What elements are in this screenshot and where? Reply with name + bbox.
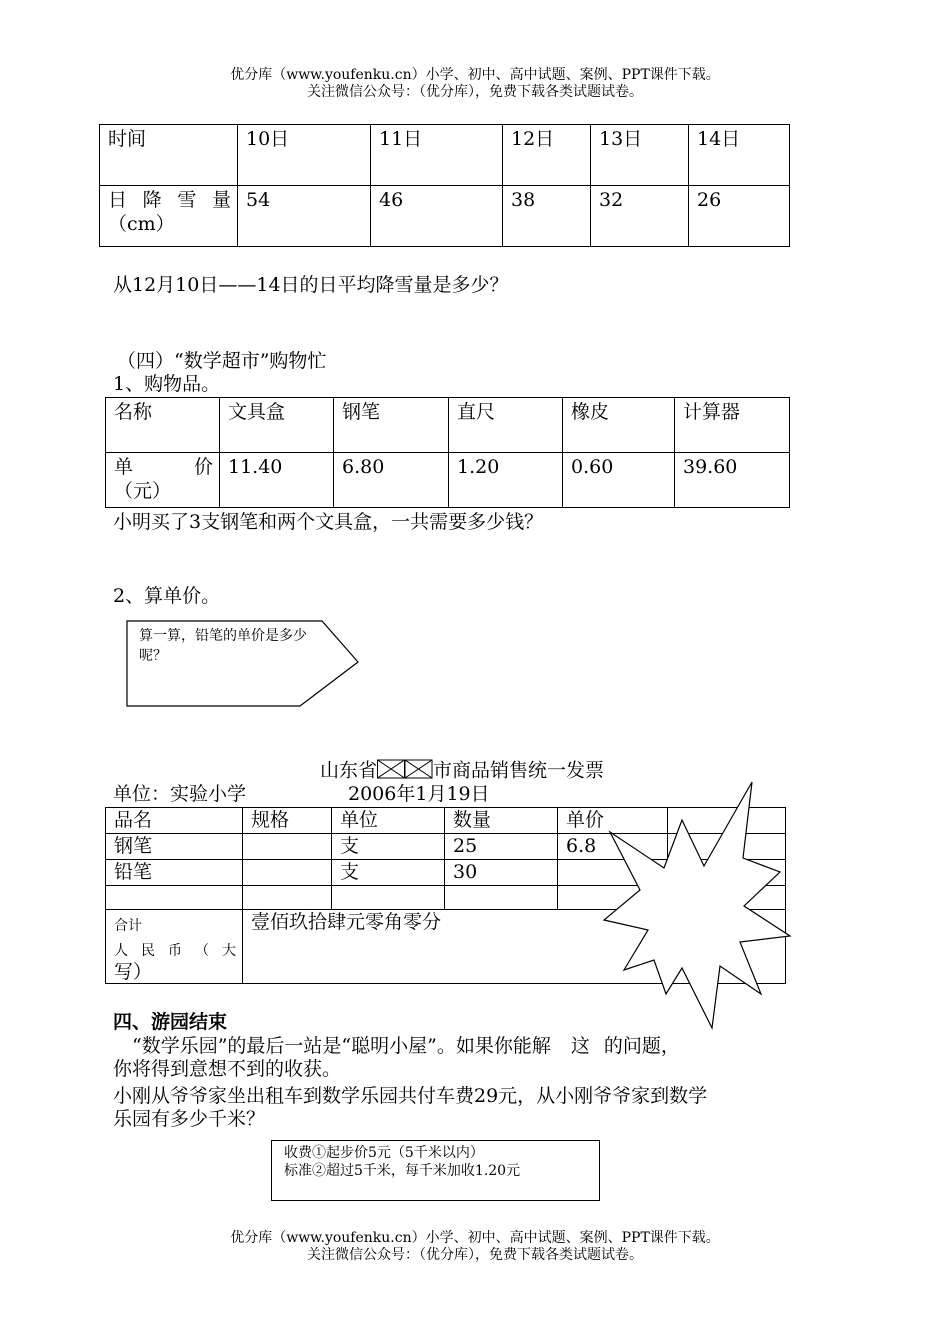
paragraph-1 xyxy=(132,1035,680,1057)
table-cell: 文具盒 xyxy=(220,398,334,453)
table-cell xyxy=(106,886,243,910)
table-row xyxy=(106,453,790,508)
table-cell: 钢笔 xyxy=(106,834,243,860)
table-row xyxy=(106,398,790,453)
table-header-cell: 数量 xyxy=(445,808,558,834)
callout-line-2: 呢？ xyxy=(139,648,167,664)
section-end-title: 四、游园结束 xyxy=(113,1011,228,1033)
paragraph-2-line-2: 乐园有多少千米？ xyxy=(113,1108,266,1130)
total-rmb-text: 人民币（大 xyxy=(114,943,236,959)
section-subtitle: （四）“数学超市”购物忙 xyxy=(117,350,327,372)
header-line-1: 优分库（www.youfenku.cn）小学、初中、高中试题、案例、PPT课件下载。 xyxy=(230,67,720,83)
fee-line-2: 标准②超过5千米，每千米加收1.20元 xyxy=(284,1163,521,1179)
unit-price-label: 单价 xyxy=(114,456,213,478)
table-cell: 32 xyxy=(591,186,689,247)
invoice-title-rest: 市商品销售统一发票 xyxy=(433,759,605,782)
xx-mark-icon xyxy=(377,759,433,784)
table-cell: 6.8 xyxy=(558,834,668,860)
table-cell: 10日 xyxy=(238,125,371,186)
table-header-cell: 规格 xyxy=(243,808,332,834)
table-cell: 支 xyxy=(332,860,445,886)
page-header xyxy=(0,67,950,101)
burst-star-shape xyxy=(594,780,794,1030)
table-row-label xyxy=(100,186,238,247)
table-row-label xyxy=(106,453,220,508)
callout-line-1: 算一算，铅笔的单价是多少 xyxy=(139,628,307,644)
table-cell: 铅笔 xyxy=(106,860,243,886)
table-cell: 橡皮 xyxy=(563,398,675,453)
unit-price-unit: （元） xyxy=(114,480,172,502)
table-cell xyxy=(445,886,558,910)
table-cell: 11日 xyxy=(371,125,503,186)
snowfall-label: 日降雪量 xyxy=(108,189,231,211)
paragraph-1-part-c: 的问题， xyxy=(603,1035,680,1057)
page-footer xyxy=(0,1230,950,1264)
table-cell: 0.60 xyxy=(563,453,675,508)
footer-line-2: 关注微信公众号：（优分库），免费下载各类试题试卷。 xyxy=(307,1247,643,1263)
table-header-cell: 单位 xyxy=(332,808,445,834)
footer-line-1: 优分库（www.youfenku.cn）小学、初中、高中试题、案例、PPT课件下载。 xyxy=(230,1230,720,1246)
table-cell: 30 xyxy=(445,860,558,886)
total-rmb-label xyxy=(114,936,242,962)
fee-line-1: 收费①起步价5元（5千米以内） xyxy=(284,1145,484,1161)
table-cell: 25 xyxy=(445,834,558,860)
table-cell: 时间 xyxy=(100,125,238,186)
invoice-title-province: 山东省 xyxy=(320,759,378,782)
paragraph-1-line-2: 你将得到意想不到的收获。 xyxy=(113,1058,342,1080)
table-cell: 13日 xyxy=(591,125,689,186)
table-cell: 6.80 xyxy=(334,453,449,508)
table-cell: 直尺 xyxy=(449,398,563,453)
invoice-date: 2006年1月19日 xyxy=(348,783,490,805)
question-snowfall: 从12月10日——14日的日平均降雪量是多少？ xyxy=(113,274,509,296)
total-rmb-label-end: 写） xyxy=(114,961,153,983)
fee-box xyxy=(271,1140,600,1201)
table-cell: 支 xyxy=(332,834,445,860)
price-table xyxy=(105,397,790,508)
table-cell xyxy=(243,886,332,910)
table-cell xyxy=(243,834,332,860)
table-cell: 1.20 xyxy=(449,453,563,508)
table-cell: 26 xyxy=(689,186,790,247)
snowfall-table xyxy=(99,124,790,247)
table-cell: 39.60 xyxy=(675,453,790,508)
paragraph-1-part-b: 这 xyxy=(570,1035,590,1057)
total-label-cell xyxy=(106,910,243,984)
table-cell: 38 xyxy=(503,186,591,247)
table-cell: 名称 xyxy=(106,398,220,453)
table-cell: 14日 xyxy=(689,125,790,186)
table-cell: 46 xyxy=(371,186,503,247)
table-cell xyxy=(332,886,445,910)
table-cell: 11.40 xyxy=(220,453,334,508)
table-cell: 54 xyxy=(238,186,371,247)
paragraph-2-line-1: 小刚从爷爷家坐出租车到数学乐园共付车费29元，从小刚爷爷家到数学 xyxy=(113,1085,708,1107)
item-2-title: 2、算单价。 xyxy=(113,585,221,607)
question-shopping: 小明买了3支钢笔和两个文具盒，一共需要多少钱？ xyxy=(113,511,544,533)
invoice-title xyxy=(320,759,604,784)
table-header-cell: 单价 xyxy=(558,808,668,834)
table-cell: 计算器 xyxy=(675,398,790,453)
item-1-title: 1、购物品。 xyxy=(113,373,221,395)
header-line-2: 关注微信公众号：（优分库），免费下载各类试题试卷。 xyxy=(307,84,643,100)
callout-text xyxy=(139,626,307,666)
snowfall-unit: （cm） xyxy=(108,213,175,235)
table-cell xyxy=(243,860,332,886)
total-label: 合计 xyxy=(114,918,142,934)
paragraph-1-part-a: “数学乐园”的最后一站是“聪明小屋”。如果你能解 xyxy=(132,1035,551,1057)
table-row xyxy=(100,186,790,247)
table-header-cell: 品名 xyxy=(106,808,243,834)
table-cell: 钢笔 xyxy=(334,398,449,453)
table-row xyxy=(100,125,790,186)
table-cell: 12日 xyxy=(503,125,591,186)
invoice-unit: 单位：实验小学 xyxy=(113,783,247,805)
total-value: 壹佰玖拾肆元零角零分 xyxy=(251,911,442,933)
